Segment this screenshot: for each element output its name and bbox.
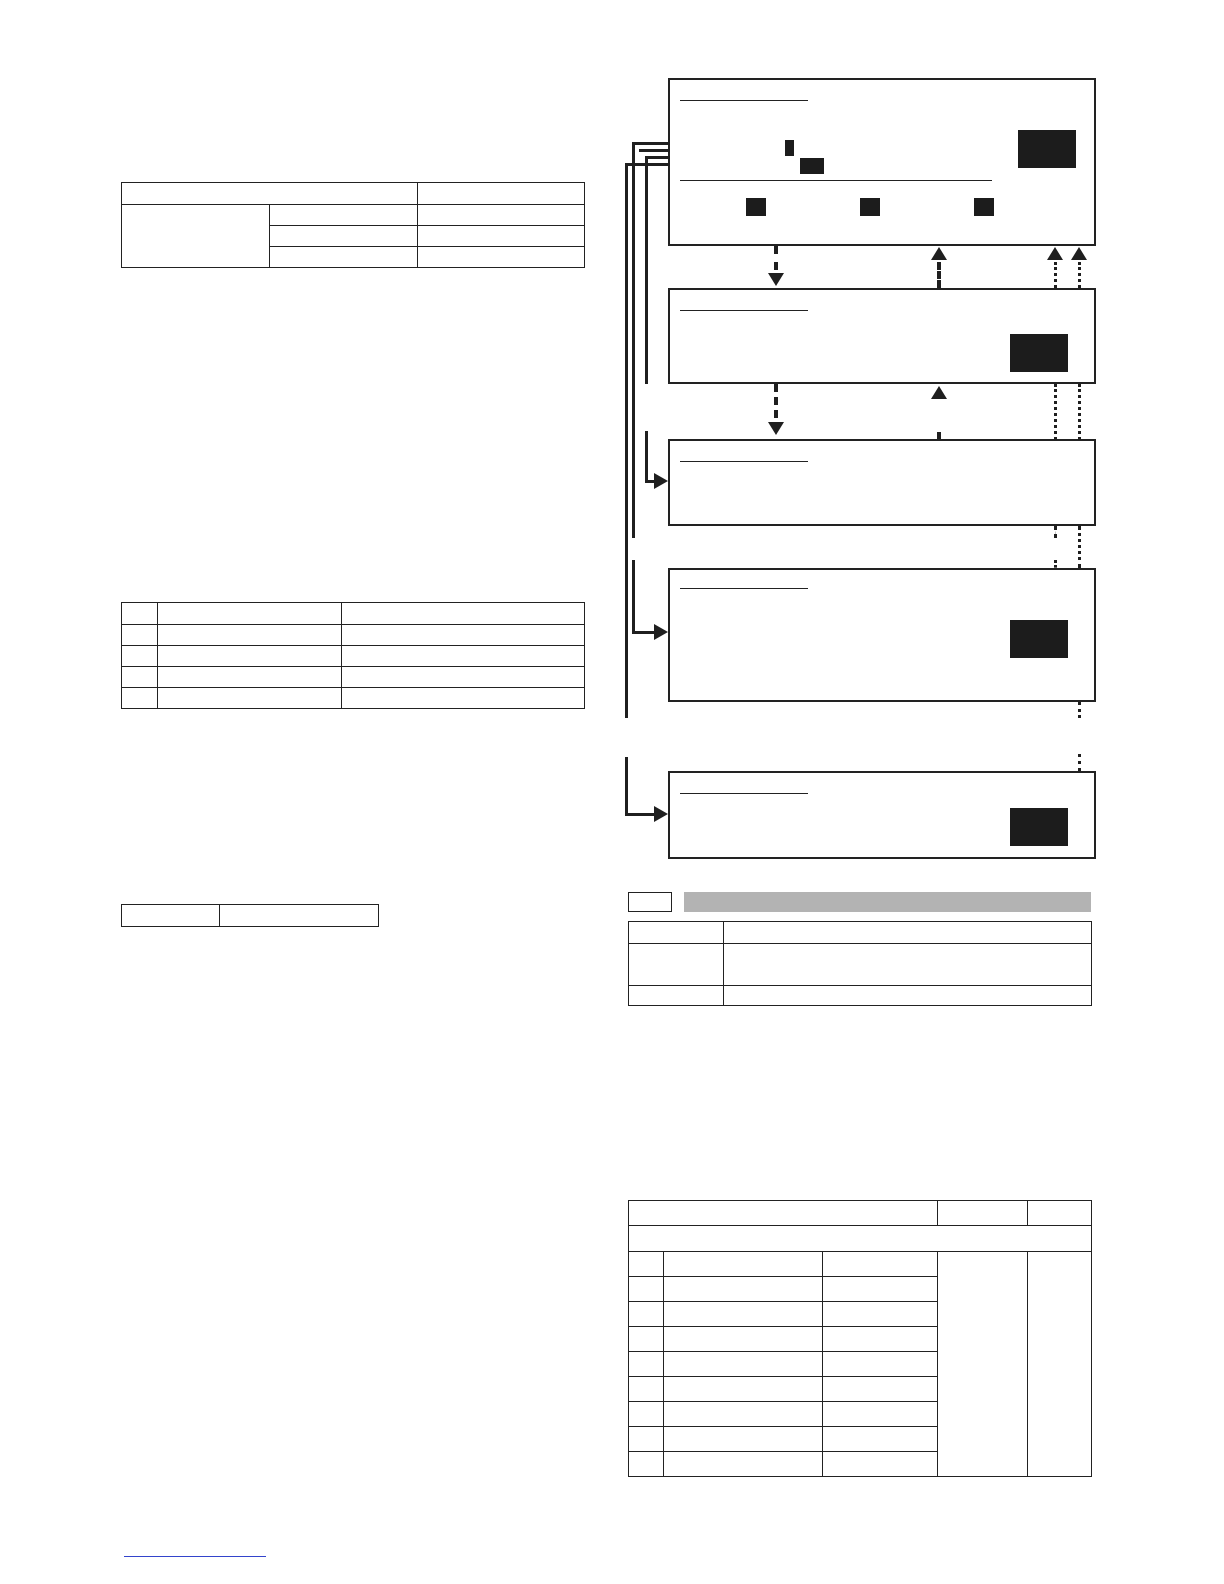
table-cell	[664, 1377, 823, 1402]
spec-table-middle	[121, 602, 585, 709]
table-cell	[664, 1402, 823, 1427]
table-cell	[664, 1277, 823, 1302]
table-cell	[158, 667, 342, 688]
table-cell	[342, 646, 585, 667]
spec-table-small	[628, 921, 1092, 1006]
table-cell	[158, 625, 342, 646]
screen-title-underline	[680, 588, 808, 589]
table-cell	[418, 183, 585, 205]
table-cell	[158, 603, 342, 625]
arrow-right-icon	[654, 806, 668, 822]
table-cell	[629, 1427, 664, 1452]
key-box-1	[746, 198, 766, 216]
dotted-connector	[1078, 262, 1081, 288]
table-cell	[629, 1352, 664, 1377]
key-box-2	[860, 198, 880, 216]
dotted-connector	[1078, 754, 1081, 771]
screen-title-underline	[680, 461, 808, 462]
display-block	[1018, 130, 1076, 168]
dotted-connector	[1078, 702, 1081, 718]
table-cell	[629, 1201, 938, 1226]
screen-panel-3	[668, 439, 1096, 526]
table-cell	[664, 1452, 823, 1477]
dashed-connector	[937, 262, 941, 288]
connector-line	[632, 142, 670, 145]
table-cell	[664, 1352, 823, 1377]
connector-line	[625, 163, 628, 718]
table-cell	[823, 1252, 938, 1277]
connector-line	[645, 156, 670, 159]
arrow-up-icon	[1071, 247, 1087, 260]
table-cell	[629, 1302, 664, 1327]
table-cell	[629, 1252, 664, 1277]
table-cell	[629, 1327, 664, 1352]
table-cell	[664, 1327, 823, 1352]
divider-line	[680, 180, 992, 181]
section-header-bar	[684, 892, 1091, 912]
table-cell	[418, 226, 585, 247]
dashed-connector	[937, 432, 941, 439]
screen-title-underline	[680, 793, 808, 794]
table-cell	[724, 922, 1092, 944]
screen-title-underline	[680, 100, 808, 101]
arrow-up-icon	[931, 386, 947, 399]
table-cell	[629, 986, 724, 1006]
table-cell	[1028, 1201, 1092, 1226]
table-cell	[629, 922, 724, 944]
value-box	[800, 158, 824, 174]
table-cell	[823, 1402, 938, 1427]
arrow-up-icon	[931, 247, 947, 260]
table-cell	[342, 603, 585, 625]
table-cell	[823, 1302, 938, 1327]
table-cell	[629, 1226, 1092, 1252]
connector-line	[639, 149, 670, 152]
table-cell	[342, 667, 585, 688]
table-cell	[629, 1277, 664, 1302]
display-block	[1010, 620, 1068, 658]
footer-link[interactable]	[124, 1556, 266, 1557]
table-cell	[724, 986, 1092, 1006]
table-cell	[664, 1302, 823, 1327]
arrow-right-icon	[654, 624, 668, 640]
table-cell	[664, 1252, 823, 1277]
connector-line	[625, 757, 628, 816]
table-cell	[823, 1327, 938, 1352]
table-cell	[158, 688, 342, 709]
key-box-3	[974, 198, 994, 216]
dotted-connector	[1054, 560, 1057, 568]
screen-panel-2	[668, 288, 1096, 384]
spec-table-large	[628, 1200, 1092, 1477]
table-cell	[418, 247, 585, 268]
screen-panel-1	[668, 78, 1096, 246]
table-cell	[938, 1252, 1028, 1477]
display-block	[1010, 808, 1068, 846]
display-block	[1010, 334, 1068, 372]
table-cell	[342, 625, 585, 646]
table-cell	[629, 1452, 664, 1477]
spec-table-bottom	[121, 904, 379, 927]
screen-panel-4	[668, 568, 1096, 702]
connector-line	[645, 156, 648, 384]
section-label-box	[628, 892, 672, 912]
arrow-right-icon	[654, 473, 668, 489]
table-cell	[342, 688, 585, 709]
table-cell	[122, 205, 270, 268]
table-cell	[823, 1427, 938, 1452]
dotted-connector	[1078, 526, 1081, 568]
table-cell	[270, 205, 418, 226]
connector-line	[632, 560, 635, 634]
arrow-down-icon	[768, 273, 784, 286]
table-cell	[823, 1377, 938, 1402]
table-cell	[270, 226, 418, 247]
screen-panel-5	[668, 771, 1096, 859]
arrow-down-icon	[768, 422, 784, 435]
table-cell	[1028, 1252, 1092, 1477]
table-cell	[629, 1377, 664, 1402]
table-cell	[418, 205, 585, 226]
dotted-connector	[1054, 262, 1057, 288]
dotted-connector	[1054, 384, 1057, 440]
table-cell	[270, 247, 418, 268]
dotted-connector	[1078, 384, 1081, 440]
table-cell	[122, 905, 220, 927]
connector-line	[632, 142, 635, 538]
table-cell	[629, 944, 724, 986]
table-cell	[122, 183, 418, 205]
table-cell	[122, 603, 158, 625]
spec-table-top	[121, 182, 585, 268]
dashed-connector	[774, 384, 778, 418]
table-cell	[823, 1277, 938, 1302]
cursor-marker	[785, 140, 794, 156]
table-cell	[122, 688, 158, 709]
table-cell	[823, 1452, 938, 1477]
table-cell	[122, 625, 158, 646]
table-cell	[220, 905, 379, 927]
screen-title-underline	[680, 310, 808, 311]
dotted-connector	[1054, 526, 1057, 538]
connector-line	[625, 163, 670, 166]
table-cell	[122, 646, 158, 667]
table-cell	[938, 1201, 1028, 1226]
table-cell	[823, 1352, 938, 1377]
connector-line	[625, 813, 657, 816]
table-cell	[158, 646, 342, 667]
arrow-up-icon	[1047, 247, 1063, 260]
dashed-connector	[774, 246, 778, 270]
table-cell	[724, 944, 1092, 986]
table-cell	[629, 1402, 664, 1427]
connector-line	[645, 431, 648, 483]
table-cell	[664, 1427, 823, 1452]
table-cell	[122, 667, 158, 688]
